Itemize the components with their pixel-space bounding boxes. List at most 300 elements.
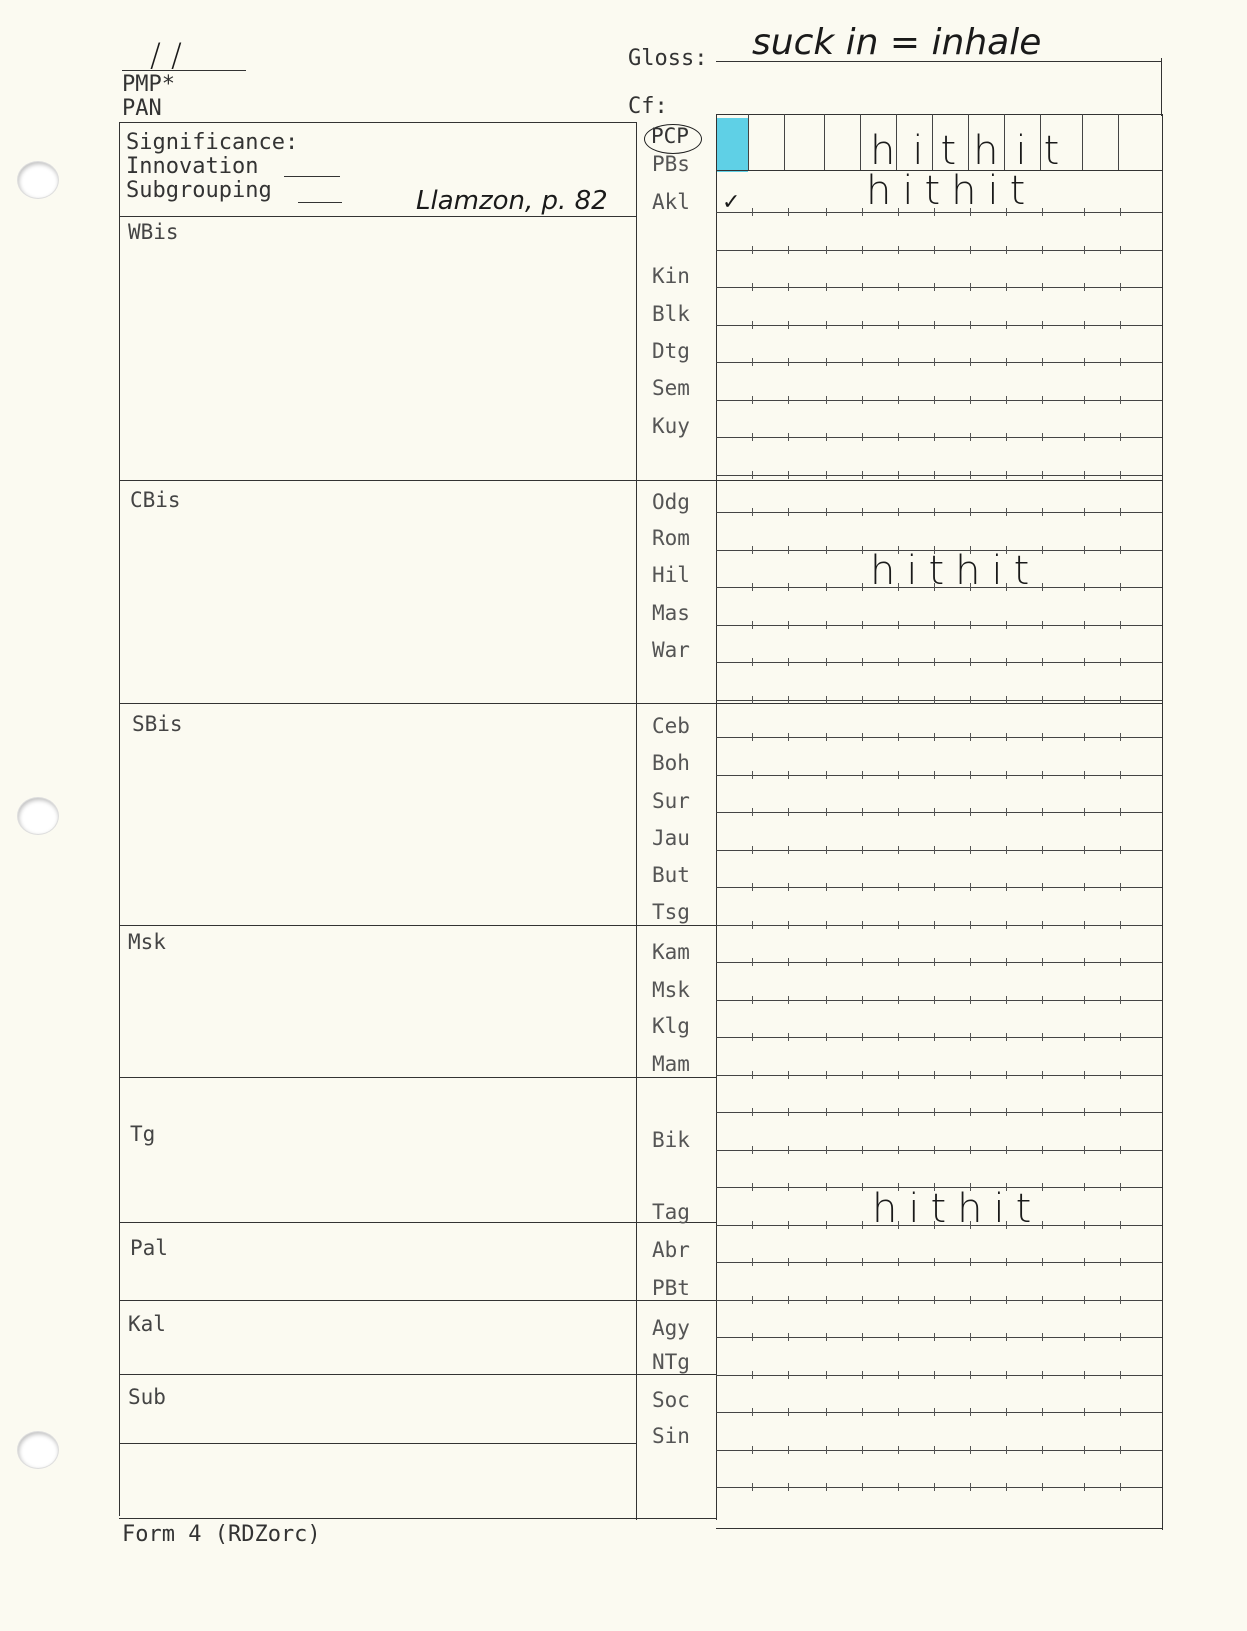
ruled-tick: [862, 396, 863, 404]
ruled-tick: [934, 358, 935, 366]
ruled-tick: [970, 883, 971, 891]
ruled-tick: [826, 921, 827, 929]
ruled-tick: [1084, 1258, 1085, 1266]
ruled-tick: [1120, 621, 1121, 629]
ruled-tick: [1120, 883, 1121, 891]
section-pal: Pal: [130, 1236, 168, 1260]
ruled-tick: [1006, 1146, 1007, 1154]
ruled-tick: [862, 283, 863, 291]
ruled-tick: [826, 396, 827, 404]
ruled-tick: [752, 658, 753, 666]
ruled-tick: [934, 883, 935, 891]
ruled-tick: [752, 621, 753, 629]
lang-sin: Sin: [652, 1424, 690, 1448]
ruled-tick: [898, 283, 899, 291]
lang-rom: Rom: [652, 526, 690, 550]
ruled-tick: [788, 958, 789, 966]
lang-mas: Mas: [652, 601, 690, 625]
ruled-tick: [826, 358, 827, 366]
ruled-tick: [1084, 1483, 1085, 1491]
ruled-tick: [970, 996, 971, 1004]
ruled-tick: [862, 1258, 863, 1266]
ruled-tick: [788, 771, 789, 779]
lang-msk: Msk: [652, 978, 690, 1002]
ruled-tick: [752, 396, 753, 404]
ruled-tick: [788, 1033, 789, 1041]
ruled-tick: [1006, 1371, 1007, 1379]
ruled-tick: [970, 921, 971, 929]
ruled-tick: [1084, 246, 1085, 254]
entry-pcp: hithit: [870, 128, 1077, 174]
ruled-tick: [788, 208, 789, 216]
ruled-tick: [970, 771, 971, 779]
ruled-tick: [1084, 771, 1085, 779]
ruled-tick: [898, 321, 899, 329]
ruled-tick: [788, 321, 789, 329]
ruled-line: [716, 775, 1162, 776]
ruled-tick: [970, 1483, 971, 1491]
ruled-tick: [1120, 658, 1121, 666]
ruled-tick: [788, 283, 789, 291]
frame-top: [119, 122, 636, 123]
ruled-tick: [1120, 1108, 1121, 1116]
ruled-tick: [1042, 508, 1043, 516]
ruled-tick: [788, 358, 789, 366]
ruled-tick: [752, 1071, 753, 1079]
ruled-tick: [826, 808, 827, 816]
ruled-tick: [934, 771, 935, 779]
ruled-tick: [934, 846, 935, 854]
ruled-tick: [862, 996, 863, 1004]
ruled-tick: [826, 883, 827, 891]
ruled-tick: [1042, 358, 1043, 366]
ruled-tick: [1120, 583, 1121, 591]
ruled-line: [716, 925, 1162, 926]
ruled-tick: [1084, 1183, 1085, 1191]
ruled-tick: [1042, 1483, 1043, 1491]
ruled-tick: [788, 1446, 789, 1454]
ruled-tick: [1084, 583, 1085, 591]
ruled-tick: [826, 621, 827, 629]
ruled-tick: [1084, 1371, 1085, 1379]
section-divider-sbis: [119, 925, 717, 926]
ruled-tick: [752, 1108, 753, 1116]
ruled-tick: [1120, 1371, 1121, 1379]
ruled-tick: [1042, 1108, 1043, 1116]
ruled-tick: [1042, 771, 1043, 779]
ruled-tick: [1042, 1146, 1043, 1154]
ruled-tick: [1084, 1146, 1085, 1154]
ruled-tick: [826, 1408, 827, 1416]
ruled-tick: [1120, 808, 1121, 816]
ruled-tick: [862, 358, 863, 366]
ruled-tick: [970, 1146, 971, 1154]
ruled-tick: [1120, 1221, 1121, 1229]
ruled-tick: [788, 396, 789, 404]
ruled-tick: [1006, 1108, 1007, 1116]
gloss-underline: [716, 61, 1162, 62]
ruled-line: [716, 1000, 1162, 1001]
ruled-tick: [788, 433, 789, 441]
ruled-tick: [1042, 1333, 1043, 1341]
ruled-tick: [788, 1221, 789, 1229]
ruled-tick: [862, 621, 863, 629]
punch-hole-bottom: [18, 1432, 58, 1468]
ruled-tick: [788, 1108, 789, 1116]
ruled-tick: [970, 358, 971, 366]
ruled-tick: [970, 1258, 971, 1266]
ruled-tick: [1084, 696, 1085, 704]
ruled-tick: [898, 1483, 899, 1491]
ruled-tick: [1084, 958, 1085, 966]
ruled-tick: [1006, 283, 1007, 291]
pcp-cell-divider: [824, 114, 825, 170]
ruled-tick: [1042, 921, 1043, 929]
ruled-tick: [826, 208, 827, 216]
ruled-tick: [788, 621, 789, 629]
ruled-tick: [788, 846, 789, 854]
ruled-tick: [862, 1333, 863, 1341]
ruled-tick: [788, 1408, 789, 1416]
ruled-tick: [862, 958, 863, 966]
ruled-tick: [1120, 1258, 1121, 1266]
ruled-tick: [970, 1333, 971, 1341]
ruled-tick: [1084, 508, 1085, 516]
ruled-tick: [752, 321, 753, 329]
ruled-tick: [1120, 546, 1121, 554]
ruled-tick: [898, 1033, 899, 1041]
ruled-line: [716, 962, 1162, 963]
ruled-tick: [1120, 958, 1121, 966]
ruled-tick: [862, 733, 863, 741]
ruled-tick: [788, 546, 789, 554]
ruled-tick: [826, 546, 827, 554]
ruled-tick: [898, 358, 899, 366]
ruled-tick: [826, 658, 827, 666]
ruled-tick: [1042, 1258, 1043, 1266]
ruled-tick: [1120, 433, 1121, 441]
ruled-tick: [970, 846, 971, 854]
ruled-tick: [898, 883, 899, 891]
ruled-tick: [1084, 358, 1085, 366]
pcp-cell-divider: [1118, 114, 1119, 170]
ruled-tick: [1120, 321, 1121, 329]
ruled-tick: [934, 1146, 935, 1154]
pcp-cell-divider: [784, 114, 785, 170]
ruled-tick: [1042, 433, 1043, 441]
ruled-tick: [898, 433, 899, 441]
ruled-tick: [1042, 1033, 1043, 1041]
ruled-tick: [898, 808, 899, 816]
ruled-tick: [1084, 846, 1085, 854]
pcp-cell-divider: [860, 114, 861, 170]
ruled-tick: [826, 1371, 827, 1379]
ruled-tick: [1120, 996, 1121, 1004]
ruled-tick: [1120, 696, 1121, 704]
ruled-tick: [752, 246, 753, 254]
pmp-label: PMP*: [122, 72, 175, 97]
ruled-tick: [970, 958, 971, 966]
ruled-tick: [862, 1483, 863, 1491]
lang-agy: Agy: [652, 1316, 690, 1340]
ruled-tick: [934, 1408, 935, 1416]
ruled-tick: [898, 1408, 899, 1416]
ruled-tick: [862, 658, 863, 666]
lang-klg: Klg: [652, 1014, 690, 1038]
ruled-tick: [1006, 846, 1007, 854]
ruled-tick: [1006, 1258, 1007, 1266]
ruled-tick: [752, 1371, 753, 1379]
ruled-tick: [970, 433, 971, 441]
ruled-tick: [1042, 621, 1043, 629]
lang-sem: Sem: [652, 376, 690, 400]
ruled-line: [716, 1300, 1162, 1301]
ruled-tick: [826, 1296, 827, 1304]
ruled-tick: [752, 1446, 753, 1454]
ruled-tick: [788, 1483, 789, 1491]
ruled-tick: [898, 958, 899, 966]
ruled-tick: [1120, 1183, 1121, 1191]
lang-hil: Hil: [652, 563, 690, 587]
ruled-tick: [862, 846, 863, 854]
ruled-tick: [1006, 1483, 1007, 1491]
section-msk: Msk: [128, 930, 166, 954]
ruled-tick: [1006, 1333, 1007, 1341]
ruled-line: [716, 887, 1162, 888]
ruled-line: [716, 325, 1162, 326]
subgrouping-label: Subgrouping: [126, 178, 272, 203]
ruled-tick: [970, 658, 971, 666]
ruled-tick: [826, 1258, 827, 1266]
ruled-tick: [1006, 696, 1007, 704]
ruled-tick: [1120, 1483, 1121, 1491]
ruled-line: [716, 362, 1162, 363]
ruled-tick: [826, 583, 827, 591]
ruled-tick: [1084, 883, 1085, 891]
lang-kin: Kin: [652, 264, 690, 288]
lang-but: But: [652, 863, 690, 887]
ruled-tick: [1006, 396, 1007, 404]
ruled-tick: [862, 1446, 863, 1454]
ruled-tick: [934, 471, 935, 479]
ruled-tick: [862, 321, 863, 329]
ruled-line: [716, 1112, 1162, 1113]
ruled-line: [716, 1150, 1162, 1151]
ruled-tick: [970, 471, 971, 479]
ruled-tick: [752, 1296, 753, 1304]
ruled-tick: [898, 1146, 899, 1154]
ruled-tick: [1120, 208, 1121, 216]
lang-kam: Kam: [652, 940, 690, 964]
ruled-tick: [1006, 1296, 1007, 1304]
lang-soc: Soc: [652, 1388, 690, 1412]
ruled-tick: [1120, 1408, 1121, 1416]
section-sbis: SBis: [132, 712, 183, 736]
ruled-tick: [788, 883, 789, 891]
ruled-tick: [826, 321, 827, 329]
section-kal: Kal: [128, 1312, 166, 1336]
ruled-tick: [1042, 396, 1043, 404]
ruled-tick: [862, 808, 863, 816]
ruled-line: [716, 1262, 1162, 1263]
ruled-tick: [898, 921, 899, 929]
date-slashes: / /: [150, 36, 182, 74]
pcp-highlight-cell: [717, 118, 748, 172]
ruled-tick: [934, 246, 935, 254]
ruled-line: [716, 1075, 1162, 1076]
ruled-tick: [826, 1146, 827, 1154]
ruled-tick: [1084, 621, 1085, 629]
ruled-tick: [752, 208, 753, 216]
ruled-tick: [1042, 996, 1043, 1004]
ruled-tick: [898, 1258, 899, 1266]
ruled-tick: [752, 808, 753, 816]
ruled-tick: [898, 1371, 899, 1379]
ruled-tick: [898, 771, 899, 779]
ruled-tick: [898, 396, 899, 404]
ruled-tick: [788, 1296, 789, 1304]
lang-pbt: PBt: [652, 1276, 690, 1300]
ruled-tick: [934, 433, 935, 441]
pan-label: PAN: [122, 96, 162, 121]
lang-kuy: Kuy: [652, 414, 690, 438]
ruled-tick: [1006, 921, 1007, 929]
ruled-tick: [826, 958, 827, 966]
ruled-tick: [752, 583, 753, 591]
ruled-line: [716, 475, 1162, 476]
ruled-tick: [752, 1333, 753, 1341]
ruled-line: [716, 400, 1162, 401]
entry-hil: hithit: [870, 548, 1041, 594]
frame-bottom-right: [716, 1528, 1163, 1529]
pcp-cell-divider: [748, 114, 749, 170]
ruled-tick: [788, 808, 789, 816]
lang-tag: Tag: [652, 1200, 690, 1224]
ruled-tick: [898, 1071, 899, 1079]
innovation-label: Innovation: [126, 154, 259, 179]
ruled-tick: [826, 246, 827, 254]
ruled-tick: [1042, 471, 1043, 479]
ruled-tick: [826, 1483, 827, 1491]
ruled-tick: [898, 1296, 899, 1304]
frame-right: [1162, 114, 1163, 1530]
ruled-tick: [752, 433, 753, 441]
ruled-tick: [1042, 1408, 1043, 1416]
ruled-tick: [934, 996, 935, 1004]
form-frame: [119, 122, 1162, 1519]
section-sub: Sub: [128, 1385, 166, 1409]
ruled-tick: [752, 846, 753, 854]
ruled-tick: [752, 1258, 753, 1266]
ruled-tick: [1084, 1446, 1085, 1454]
ruled-tick: [752, 996, 753, 1004]
ruled-tick: [898, 996, 899, 1004]
ruled-tick: [1084, 1071, 1085, 1079]
ruled-tick: [970, 1408, 971, 1416]
ruled-tick: [934, 696, 935, 704]
ruled-tick: [1006, 246, 1007, 254]
ruled-tick: [1006, 808, 1007, 816]
ruled-tick: [1006, 658, 1007, 666]
cf-line: [716, 114, 1162, 115]
ruled-line: [716, 1450, 1162, 1451]
ruled-tick: [934, 396, 935, 404]
ruled-tick: [1006, 996, 1007, 1004]
ruled-tick: [898, 1108, 899, 1116]
pcp-cell-divider: [1082, 114, 1083, 170]
ruled-tick: [970, 1446, 971, 1454]
ruled-tick: [970, 1071, 971, 1079]
ruled-tick: [862, 433, 863, 441]
ruled-tick: [934, 1446, 935, 1454]
ruled-tick: [1120, 1071, 1121, 1079]
ruled-tick: [788, 658, 789, 666]
lang-dtg: Dtg: [652, 339, 690, 363]
ruled-tick: [862, 583, 863, 591]
ruled-tick: [1042, 733, 1043, 741]
ruled-line: [716, 1487, 1162, 1488]
ruled-tick: [1120, 846, 1121, 854]
ruled-tick: [862, 508, 863, 516]
ruled-tick: [1084, 471, 1085, 479]
ruled-tick: [1120, 733, 1121, 741]
entry-tag: hithit: [872, 1186, 1043, 1232]
ruled-tick: [934, 1296, 935, 1304]
ruled-tick: [862, 1071, 863, 1079]
frame-bottom: [119, 1518, 717, 1519]
ruled-tick: [826, 696, 827, 704]
ruled-tick: [1084, 996, 1085, 1004]
ruled-tick: [934, 808, 935, 816]
ruled-tick: [862, 471, 863, 479]
ruled-tick: [934, 733, 935, 741]
section-divider-pal: [119, 1300, 717, 1301]
ruled-tick: [934, 1483, 935, 1491]
ruled-tick: [826, 771, 827, 779]
ruled-tick: [1006, 621, 1007, 629]
ruled-tick: [788, 471, 789, 479]
ruled-tick: [826, 1183, 827, 1191]
ruled-tick: [934, 283, 935, 291]
ruled-tick: [752, 283, 753, 291]
ruled-tick: [1006, 771, 1007, 779]
ruled-tick: [752, 958, 753, 966]
lang-sur: Sur: [652, 789, 690, 813]
section-divider-sub: [119, 1443, 637, 1444]
ruled-tick: [970, 808, 971, 816]
ruled-tick: [898, 246, 899, 254]
ruled-tick: [934, 1371, 935, 1379]
ruled-tick: [1042, 1446, 1043, 1454]
lang-war: War: [652, 638, 690, 662]
ruled-tick: [826, 283, 827, 291]
ruled-tick: [1042, 658, 1043, 666]
ruled-tick: [1120, 396, 1121, 404]
significance-bottom: [119, 216, 636, 217]
ruled-tick: [826, 1446, 827, 1454]
ruled-tick: [826, 996, 827, 1004]
ruled-tick: [1084, 1296, 1085, 1304]
ruled-tick: [934, 621, 935, 629]
ruled-tick: [934, 658, 935, 666]
ruled-tick: [1084, 546, 1085, 554]
ruled-tick: [1006, 1446, 1007, 1454]
ruled-tick: [826, 1033, 827, 1041]
ruled-tick: [826, 733, 827, 741]
ruled-tick: [1042, 1071, 1043, 1079]
ruled-tick: [934, 508, 935, 516]
ruled-tick: [1120, 246, 1121, 254]
